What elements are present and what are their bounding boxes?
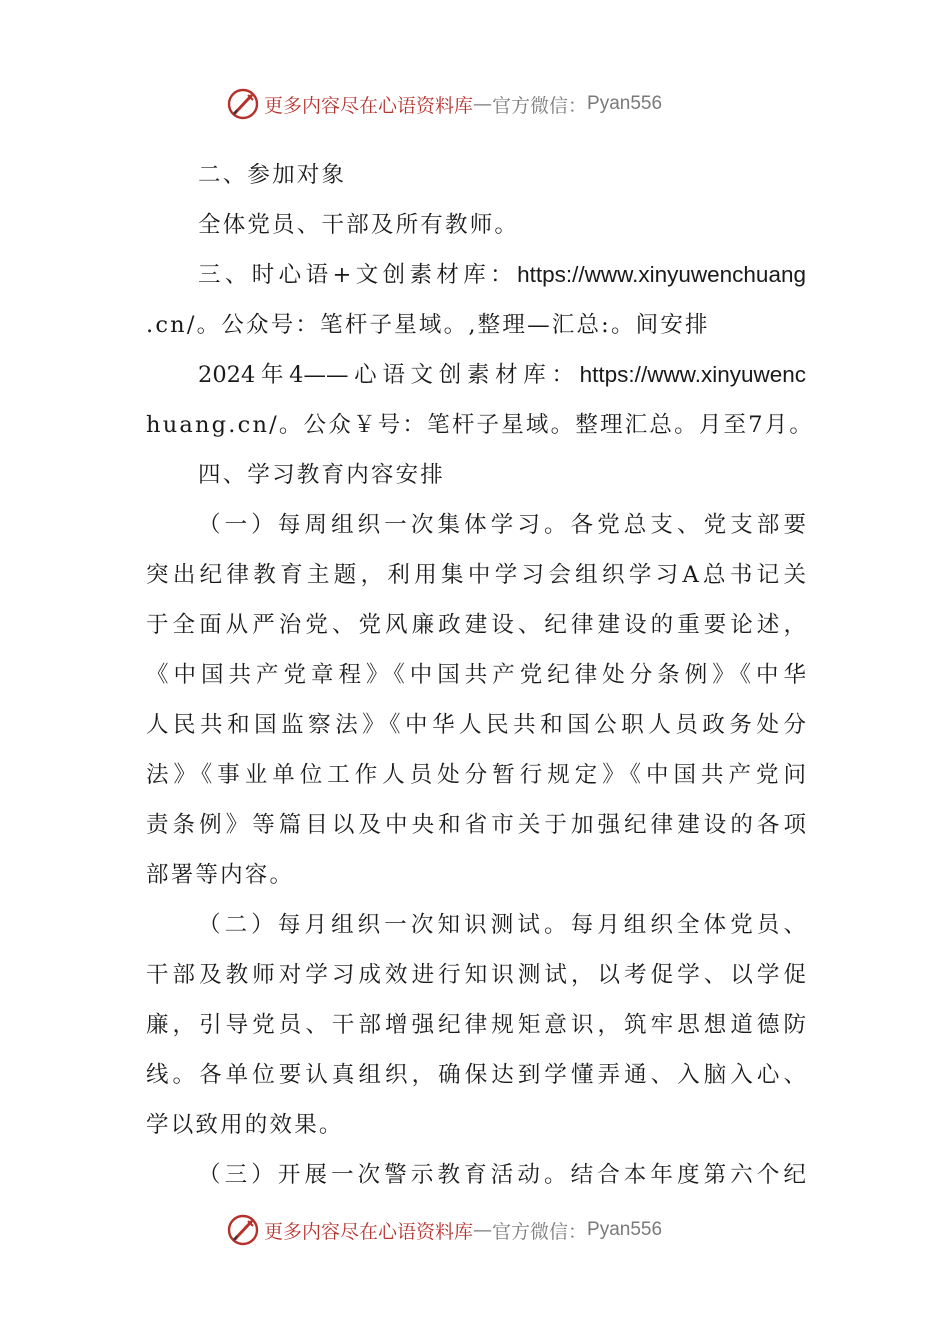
paragraph-line: 于全面从严治党、党风廉政建设、纪律建设的重要论述， xyxy=(146,612,806,638)
document-body xyxy=(146,150,815,1200)
paragraph-line: （三）开展一次警示教育活动。结合本年度第六个纪 xyxy=(198,1162,806,1188)
banner-title: 更多内容尽在心语资料库 xyxy=(264,94,474,117)
banner-wechat-label: 官方微信： xyxy=(492,94,588,117)
paragraph-line: 三、时心语+文创素材库：https://www.xinyuwenchuang xyxy=(198,262,806,288)
paragraph-line: （二）每月组织一次知识测试。每月组织全体党员、 xyxy=(198,912,806,938)
paragraph-line: 责条例》等篇目以及中央和省市关于加强纪律建设的各项 xyxy=(146,812,806,838)
banner-dash: — xyxy=(473,1219,493,1241)
paragraph-line: 法》《事业单位工作人员处分暂行规定》《中国共产党问 xyxy=(146,762,806,788)
paragraph-line: .cn/。公众号：笔杆子星域。,整理—汇总:。间安排 xyxy=(146,312,710,338)
paragraph-line: huang.cn/。公众￥号：笔杆子星域。整理汇总。月至7月。 xyxy=(146,412,815,438)
paragraph-line: 廉，引导党员、干部增强纪律规矩意识，筑牢思想道德防 xyxy=(146,1012,806,1038)
banner-wechat-label: 官方微信： xyxy=(492,1220,588,1243)
pen-logo-icon xyxy=(226,1213,260,1247)
pen-logo-icon xyxy=(226,87,260,121)
paragraph-line: 2024年4——心语文创素材库：https://www.xinyuwenc xyxy=(198,362,806,388)
paragraph-line: 《中国共产党章程》《中国共产党纪律处分条例》《中华 xyxy=(146,662,806,688)
banner-wechat-id: Pyan556 xyxy=(587,93,663,114)
banner-dash: — xyxy=(473,93,493,115)
header-banner xyxy=(226,84,662,124)
paragraph-line: 全体党员、干部及所有教师。 xyxy=(198,212,520,238)
paragraph-line: 部署等内容。 xyxy=(146,862,295,888)
paragraph-line: 学以致用的效果。 xyxy=(146,1112,344,1138)
paragraph-line: 干部及教师对学习成效进行知识测试，以考促学、以学促 xyxy=(146,962,806,988)
section-heading-content: 四、学习教育内容安排 xyxy=(198,462,446,488)
banner-title: 更多内容尽在心语资料库 xyxy=(264,1220,474,1243)
paragraph-line: 线。各单位要认真组织，确保达到学懂弄通、入脑入心、 xyxy=(146,1062,806,1088)
paragraph-line: 突出纪律教育主题，利用集中学习会组织学习A总书记关 xyxy=(146,562,806,588)
section-heading-participants: 二、参加对象 xyxy=(198,162,347,188)
footer-banner xyxy=(226,1210,662,1250)
banner-wechat-id: Pyan556 xyxy=(587,1219,663,1240)
paragraph-line: （一）每周组织一次集体学习。各党总支、党支部要 xyxy=(198,512,806,538)
paragraph-line: 人民共和国监察法》《中华人民共和国公职人员政务处分 xyxy=(146,712,806,738)
